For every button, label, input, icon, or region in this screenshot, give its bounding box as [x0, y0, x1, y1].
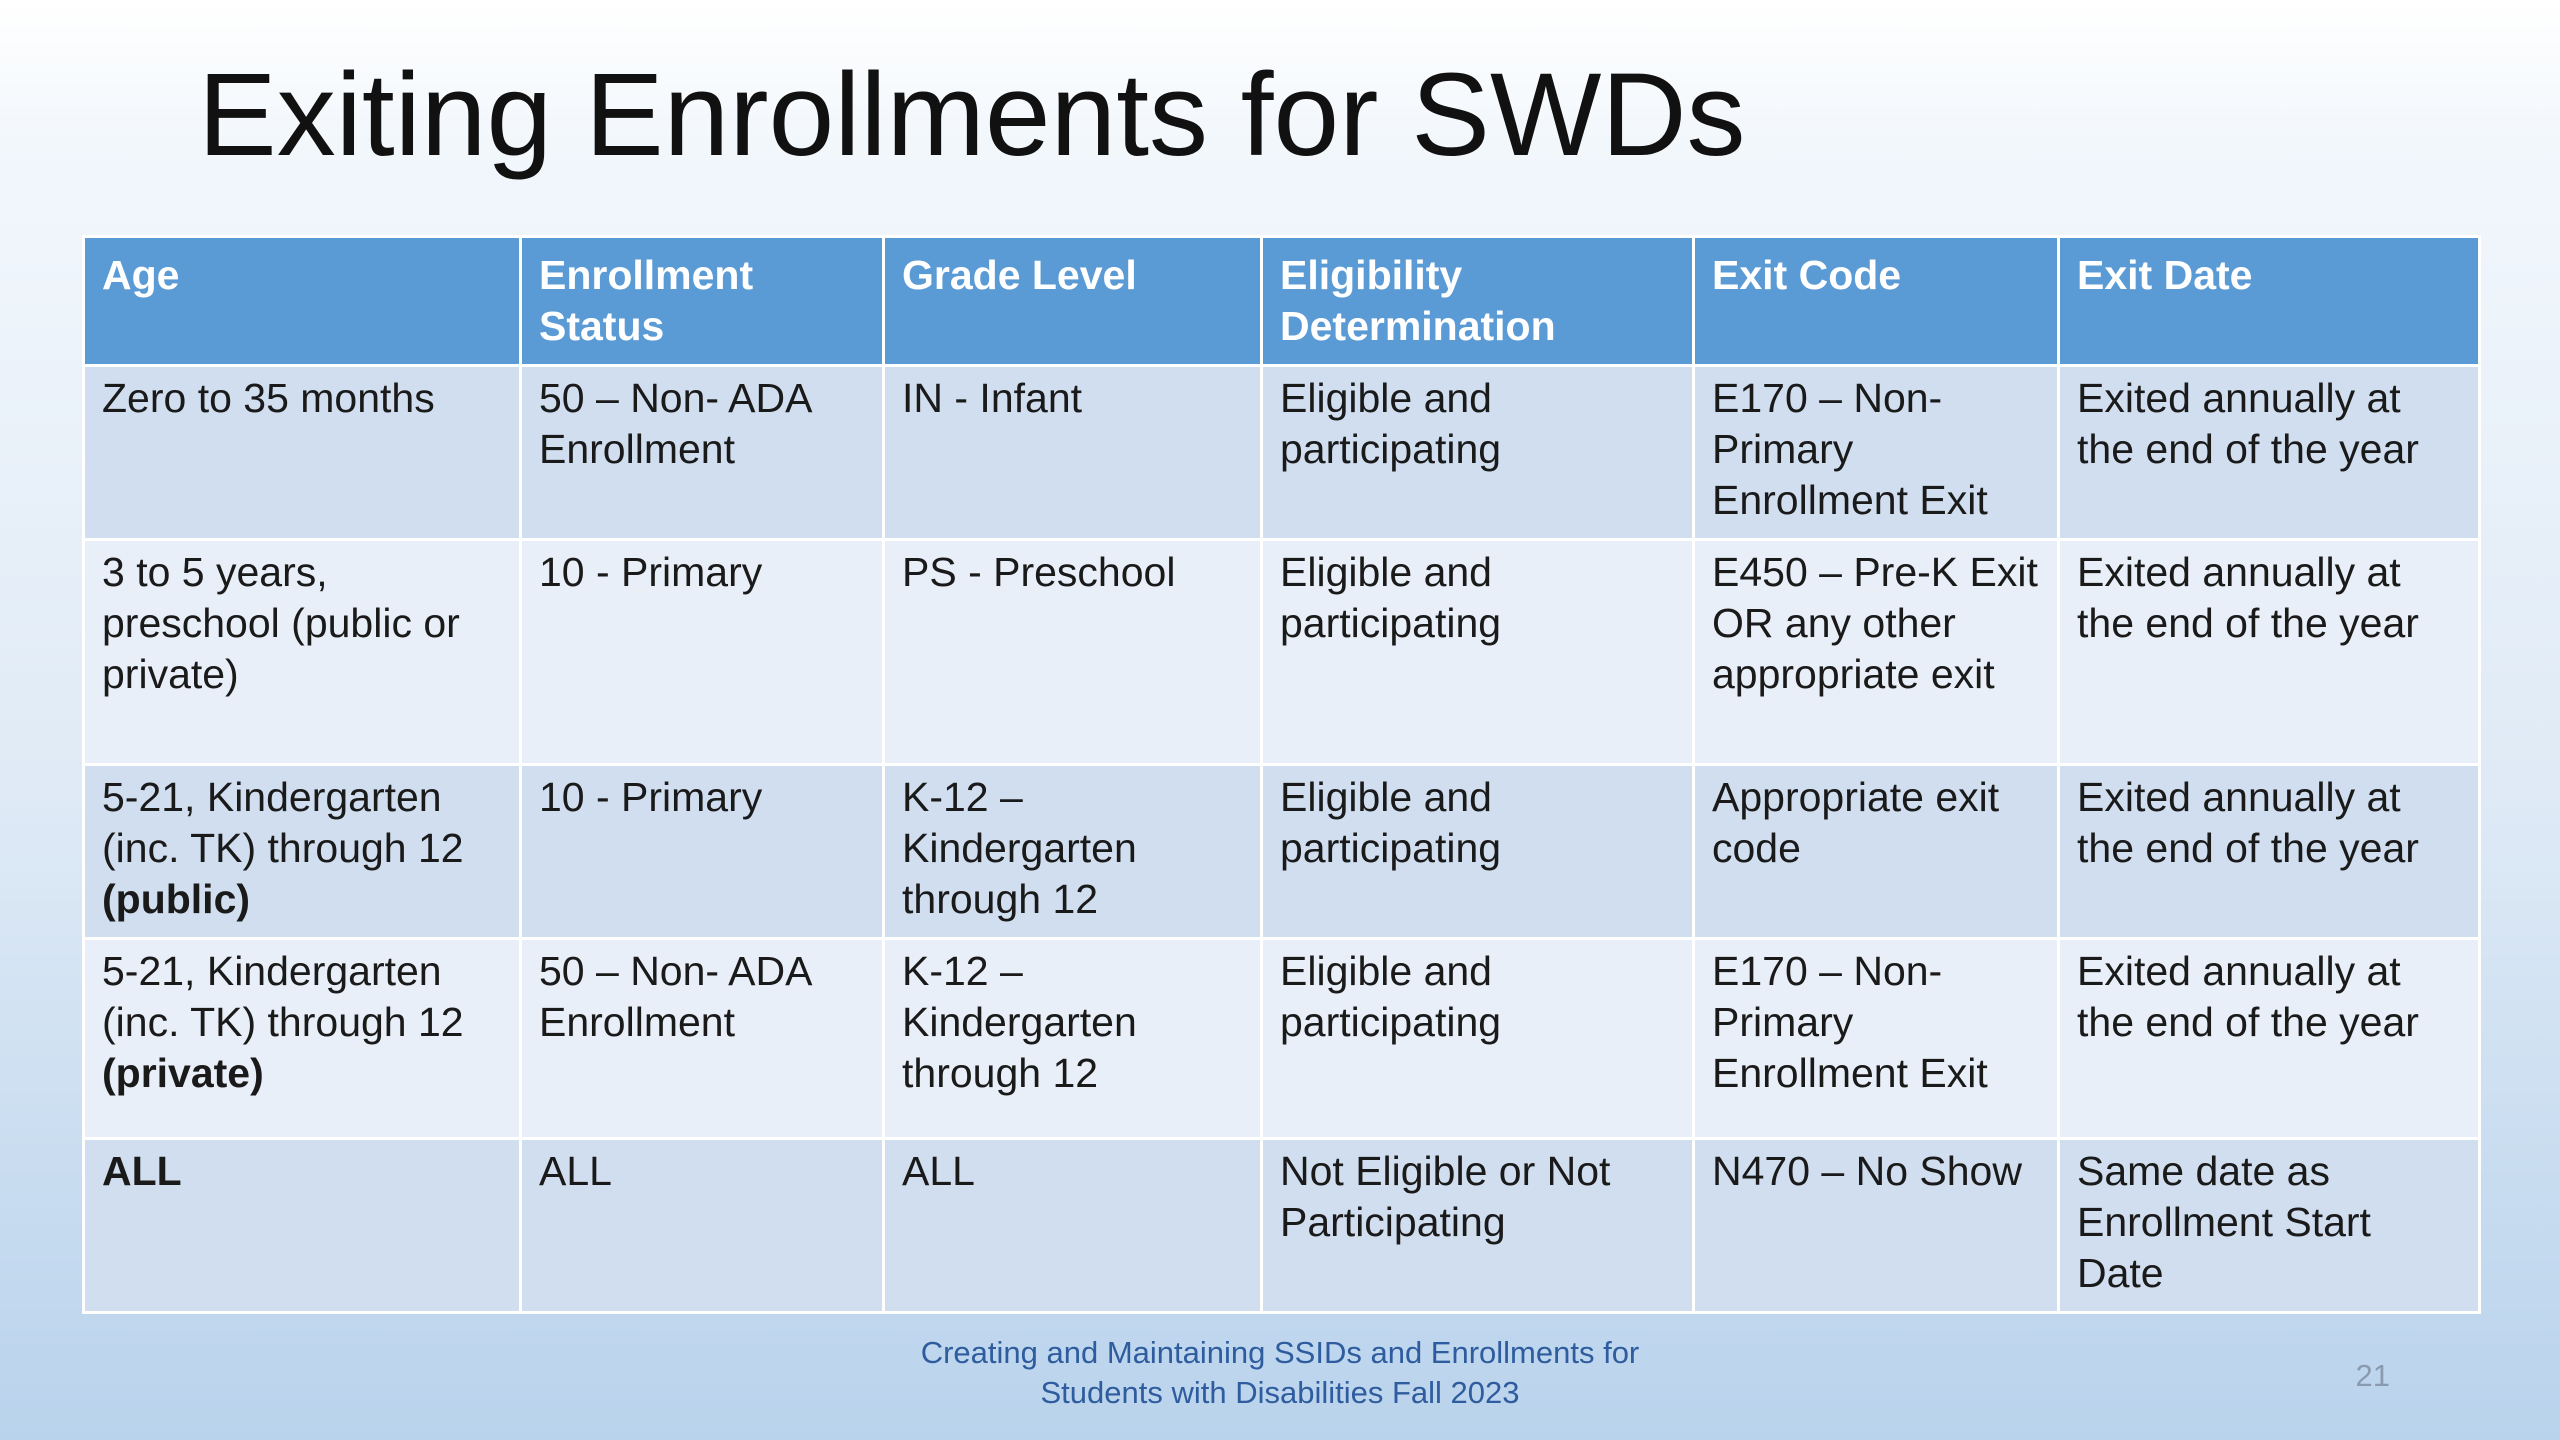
cell-exit-date: Exited annually at the end of the year — [2059, 366, 2480, 540]
table-row — [84, 939, 2480, 1139]
cell-eligibility: Eligible and participating — [1262, 366, 1694, 540]
header-grade-level: Grade Level — [884, 237, 1262, 366]
age-emphasis: (public) — [102, 876, 251, 922]
table-row — [84, 765, 2480, 939]
cell-exit-date: Exited annually at the end of the year — [2059, 540, 2480, 765]
table-row — [84, 366, 2480, 540]
age-text: 5-21, Kindergarten (inc. TK) through 12 — [102, 948, 464, 1045]
age-text: Zero to 35 months — [102, 375, 435, 421]
header-enrollment-status: Enrollment Status — [521, 237, 884, 366]
cell-age — [84, 1139, 521, 1313]
table-row — [84, 1139, 2480, 1313]
cell-eligibility: Not Eligible or Not Participating — [1262, 1139, 1694, 1313]
cell-enrollment-status: 10 - Primary — [521, 540, 884, 765]
cell-exit-code: E170 – Non-Primary Enrollment Exit — [1694, 939, 2059, 1139]
cell-exit-code: Appropriate exit code — [1694, 765, 2059, 939]
page-number: 21 — [2355, 1358, 2390, 1393]
cell-grade-level: PS - Preschool — [884, 540, 1262, 765]
cell-age — [84, 939, 521, 1139]
cell-eligibility: Eligible and participating — [1262, 765, 1694, 939]
cell-grade-level: IN - Infant — [884, 366, 1262, 540]
header-eligibility-determination: Eligibility Determination — [1262, 237, 1694, 366]
cell-exit-date: Exited annually at the end of the year — [2059, 765, 2480, 939]
cell-eligibility: Eligible and participating — [1262, 939, 1694, 1139]
cell-exit-code: E170 – Non-Primary Enrollment Exit — [1694, 366, 2059, 540]
age-emphasis: (private) — [102, 1050, 264, 1096]
cell-grade-level: K-12 – Kindergarten through 12 — [884, 765, 1262, 939]
enrollment-table-container — [82, 235, 2478, 1314]
slide-title: Exiting Enrollments for SWDs — [198, 49, 1746, 181]
age-emphasis: ALL — [102, 1148, 182, 1194]
cell-age — [84, 540, 521, 765]
footer-line-2: Students with Disabilities Fall 2023 — [1040, 1375, 1520, 1410]
cell-enrollment-status: 10 - Primary — [521, 765, 884, 939]
header-age: Age — [84, 237, 521, 366]
cell-eligibility: Eligible and participating — [1262, 540, 1694, 765]
cell-age — [84, 765, 521, 939]
cell-exit-code: N470 – No Show — [1694, 1139, 2059, 1313]
header-exit-date: Exit Date — [2059, 237, 2480, 366]
age-text: 5-21, Kindergarten (inc. TK) through 12 — [102, 774, 464, 871]
table-header-row — [84, 237, 2480, 366]
age-text: 3 to 5 years, preschool (public or private) — [102, 549, 460, 697]
cell-grade-level: ALL — [884, 1139, 1262, 1313]
cell-exit-code: E450 – Pre-K Exit OR any other appropriate exit — [1694, 540, 2059, 765]
cell-enrollment-status: ALL — [521, 1139, 884, 1313]
cell-grade-level: K-12 – Kindergarten through 12 — [884, 939, 1262, 1139]
cell-exit-date: Exited annually at the end of the year — [2059, 939, 2480, 1139]
slide-footer — [780, 1333, 1780, 1413]
header-exit-code: Exit Code — [1694, 237, 2059, 366]
table-row — [84, 540, 2480, 765]
footer-line-1: Creating and Maintaining SSIDs and Enrollments for — [920, 1335, 1640, 1370]
cell-enrollment-status: 50 – Non- ADA Enrollment — [521, 939, 884, 1139]
cell-exit-date: Same date as Enrollment Start Date — [2059, 1139, 2480, 1313]
cell-age — [84, 366, 521, 540]
exit-enrollments-table — [82, 235, 2481, 1314]
cell-enrollment-status: 50 – Non- ADA Enrollment — [521, 366, 884, 540]
